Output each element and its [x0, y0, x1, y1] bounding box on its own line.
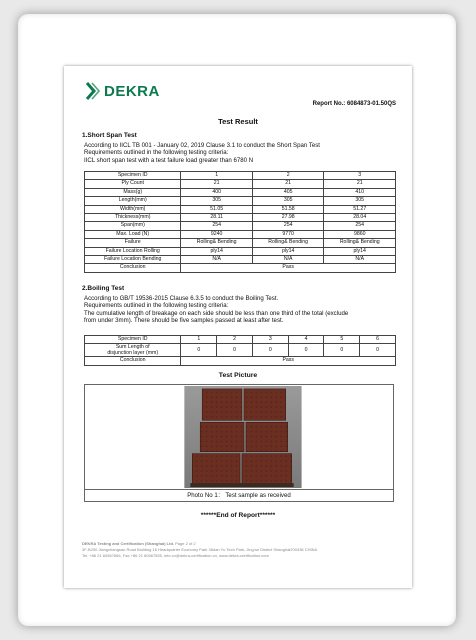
table-cell: 400	[181, 188, 253, 196]
table-row	[85, 188, 396, 196]
boiling-table	[84, 335, 396, 366]
table-cell: N/A	[324, 256, 396, 264]
dekra-logo-text: DEKRA	[104, 82, 160, 100]
table-header-row	[85, 172, 396, 180]
footer-contact: Tel. +86 21 60567666, Fax +86 21 60567555, info.cn@dekra-certification.cn, www.dekra-certification.com	[82, 553, 269, 558]
table-header-cell: 2	[252, 172, 324, 180]
section1-text	[84, 142, 404, 164]
table-header-cell: 5	[324, 336, 360, 344]
report-number: Report No.: 6084873-01.50QS	[312, 101, 396, 107]
table-cell: 51.58	[252, 205, 324, 213]
table-conclusion-value: Pass	[181, 264, 396, 272]
table-row	[85, 197, 396, 205]
table-cell: 0	[324, 344, 360, 357]
table-header-cell: Specimen ID	[85, 336, 181, 344]
table-header-cell: 6	[360, 336, 396, 344]
table-cell: Width(mm)	[85, 205, 181, 213]
photo-caption: Photo No 1： Test sample as received	[84, 490, 394, 502]
table-row	[85, 239, 396, 247]
table-cell: 305	[181, 197, 253, 205]
table-cell: 27.98	[252, 214, 324, 222]
footer-page: Page 2 of 2	[175, 541, 196, 546]
table-cell: ply14	[324, 247, 396, 255]
table-row	[85, 344, 396, 357]
table-cell: ply14	[252, 247, 324, 255]
table-cell: 305	[324, 197, 396, 205]
table-header-cell: 1	[181, 172, 253, 180]
plywood-samples-image	[85, 385, 393, 489]
end-of-report: ******End of Report******	[200, 512, 276, 519]
dekra-logo-icon	[86, 82, 100, 100]
footer-company: DEKRA Testing and Certification (Shanghai) Ltd.	[82, 541, 174, 546]
table-cell: Failure Location Bending	[85, 256, 181, 264]
table-cell: 51.27	[324, 205, 396, 213]
table-cell: Failure Location Rolling	[85, 247, 181, 255]
table-cell: Span(mm)	[85, 222, 181, 230]
section-heading-short-span: 1.Short Span Test	[82, 132, 137, 139]
table-cell: 0	[360, 344, 396, 357]
section2-text	[84, 295, 404, 325]
table-cell: Max. Load (N)	[85, 230, 181, 238]
table-cell: Ply Count	[85, 180, 181, 188]
table-cell: 9240	[181, 230, 253, 238]
short-span-table	[84, 171, 396, 273]
table-cell: 0	[252, 344, 288, 357]
table-conclusion-row	[85, 357, 396, 365]
picture-heading: Test Picture	[218, 372, 258, 379]
table-cell: ply14	[181, 247, 253, 255]
row-label-line: disjunction layer (mm)	[107, 350, 159, 357]
table-conclusion-row	[85, 264, 396, 272]
table-cell: 254	[181, 222, 253, 230]
table-cell: Conclusion	[85, 357, 181, 365]
section2-line: The cumulative length of breakage on each side should be less than one third of the total (exclude	[84, 309, 349, 317]
table-cell: 9770	[252, 230, 324, 238]
dekra-logo	[86, 80, 160, 102]
table-cell: Rolling& Bending	[181, 239, 253, 247]
table-header-cell: 3	[252, 336, 288, 344]
section2-line: According to GB/T 19536-2015 Clause 6.3.5 to conduct the Boiling Test.	[84, 295, 279, 302]
table-cell: Rolling& Bending	[324, 239, 396, 247]
table-row	[85, 256, 396, 264]
table-cell: Rolling& Bending	[252, 239, 324, 247]
table-header-cell: Specimen ID	[85, 172, 181, 180]
section1-line: IICL short span test with a test failure load greater than 6780 N	[84, 156, 254, 164]
table-cell: 9860	[324, 230, 396, 238]
table-cell: Thickness(mm)	[85, 214, 181, 222]
footer-address: 3F-B250 Jiangchangsan Road Building 16 Headquarter Economy Park 36dan Yu Tech Park, Jing'an District Shanghai200436 CHINA	[82, 547, 318, 552]
table-cell: Conclusion	[85, 264, 181, 272]
table-cell: 0	[181, 344, 217, 357]
table-cell: Failure	[85, 239, 181, 247]
section1-line: Requirements outlined in the following testing criteria:	[84, 149, 229, 157]
table-cell: 254	[324, 222, 396, 230]
table-cell: N/A	[181, 256, 253, 264]
table-cell: 0	[288, 344, 324, 357]
section2-line: Requirements outlined in the following testing criteria:	[84, 302, 229, 310]
table-cell: 28.11	[181, 214, 253, 222]
test-sample-photo	[84, 384, 394, 490]
table-cell: 21	[181, 180, 253, 188]
page-title: Test Result	[218, 117, 258, 126]
table-cell: 405	[252, 188, 324, 196]
table-header-cell: 4	[288, 336, 324, 344]
table-cell: 28.04	[324, 214, 396, 222]
section1-line: According to IICL TB 001 - January 02, 2019 Clause 3.1 to conduct the Short Span Test	[84, 142, 320, 149]
table-cell	[85, 344, 181, 357]
table-row	[85, 247, 396, 255]
table-cell: 410	[324, 188, 396, 196]
table-row	[85, 205, 396, 213]
table-cell: 254	[252, 222, 324, 230]
section-heading-boiling: 2.Boiling Test	[82, 285, 125, 292]
table-header-cell: 1	[181, 336, 217, 344]
row-label-line: Sum Length of	[115, 344, 150, 351]
table-cell: 21	[324, 180, 396, 188]
table-row	[85, 230, 396, 238]
table-cell: 51.05	[181, 205, 253, 213]
table-cell: N/A	[252, 256, 324, 264]
table-row	[85, 180, 396, 188]
table-header-cell: 3	[324, 172, 396, 180]
table-cell: Length(mm)	[85, 197, 181, 205]
table-cell: 305	[252, 197, 324, 205]
section2-line: from under 3mm). There should be five samples passed at least after test.	[84, 317, 284, 325]
report-page	[64, 66, 412, 588]
table-header-row	[85, 336, 396, 344]
table-header-cell: 2	[217, 336, 253, 344]
page-footer	[82, 541, 402, 559]
table-row	[85, 214, 396, 222]
table-row	[85, 222, 396, 230]
table-cell: 0	[217, 344, 253, 357]
table-conclusion-value: Pass	[181, 357, 396, 365]
table-cell: 21	[252, 180, 324, 188]
table-cell: Mass(g)	[85, 188, 181, 196]
